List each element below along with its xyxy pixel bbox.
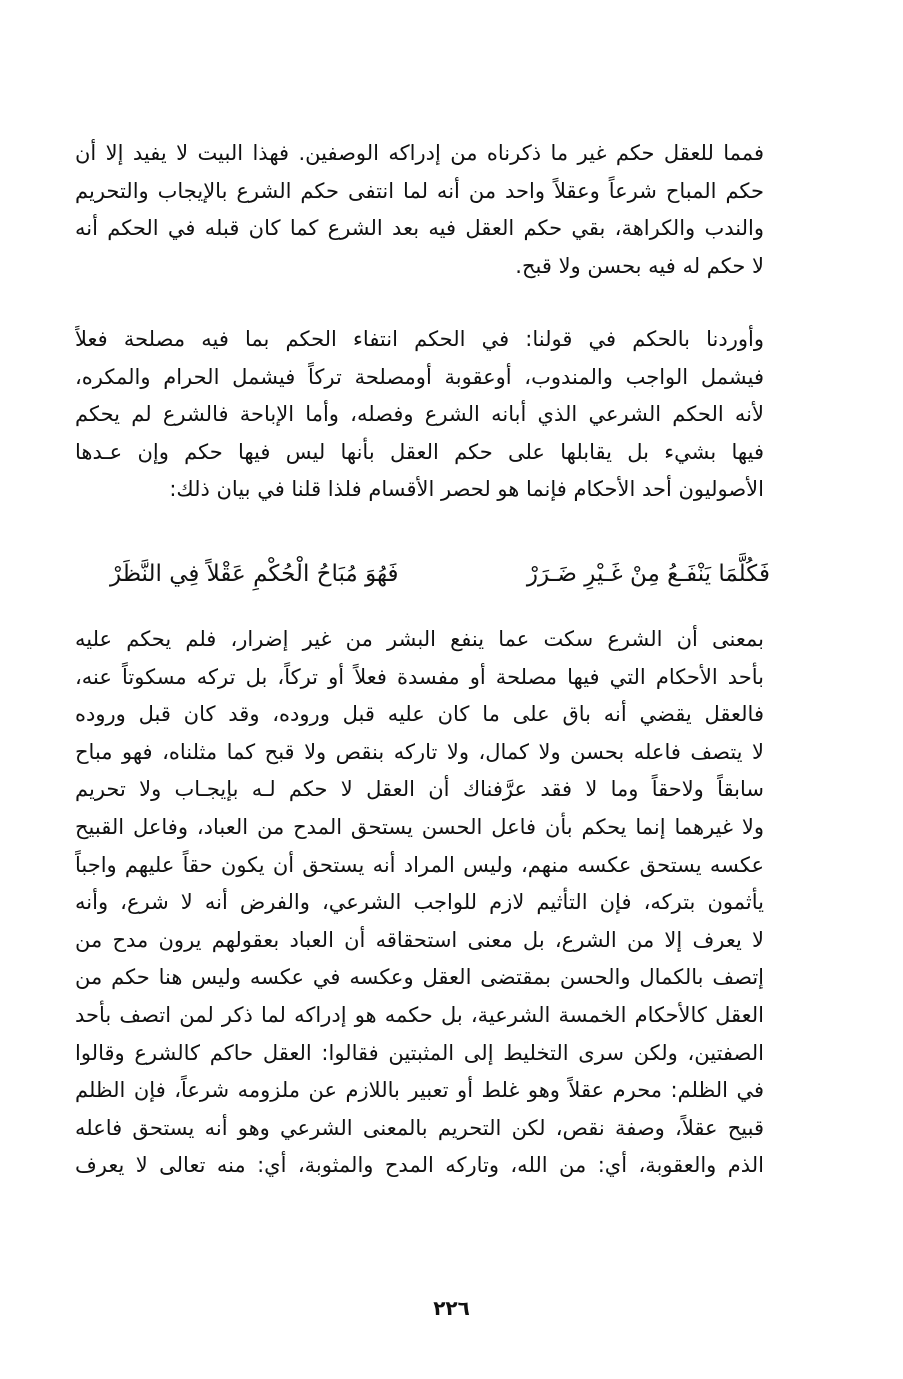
page-number: ٢٢٦: [433, 1296, 470, 1320]
text-line: الأصوليون أحد الأحكام فإنما هو لحصر الأقسام فلذا قلنا في بيان ذلك:: [169, 477, 764, 502]
text-line: فيها بشيء بل يقابلها على حكم العقل بأنها ليس فيها حكم وإن عـدها: [75, 439, 764, 464]
paragraph-3: [75, 621, 764, 1185]
text-line: عكسه يستحق عكسه منهم، وليس المراد أنه يستحق أن يكون حقاً عليهم واجباً: [75, 852, 764, 877]
text-line: يأثمون بتركه، فإن التأثيم لازم للواجب الشرعي، والفرض أنه لا شرع، وأنه: [75, 890, 764, 915]
text-line: لا يتصف فاعله بحسن ولا كمال، ولا تاركه بنقص ولا قبح كما مثلناه، فهو مباح: [75, 739, 764, 764]
text-line: بمعنى أن الشرع سكت عما ينفع البشر من غير إضرار، فلم يحكم عليه: [75, 627, 764, 651]
text-line: العقل كالأحكام الخمسة الشرعية، بل حكمه هو إدراكه لما ذكر لمن اتصف بأحد: [75, 1002, 764, 1027]
text-line: بأحد الأحكام التي فيها مصلحة أو مفسدة فعلاً أو تركاً، بل تركه مسكوتاً عنه،: [75, 664, 764, 689]
text-line: سابقاً ولاحقاً وما لا فقد عرَّفناك أن العقل لا حكم لـه بإيجـاب ولا تحريم: [75, 777, 764, 802]
paragraph-1: [75, 135, 764, 285]
paragraph-2: [75, 321, 764, 509]
text-line: فالعقل يقضي أنه باق على ما كان عليه قبل وروده، وقد كان قبل وروده: [75, 702, 764, 727]
text-line: إتصف بالكمال والحسن بمقتضى العقل وعكسه في عكسه وليس هنا حكم من: [75, 965, 764, 990]
text-line: قبيح عقلاً، وصفة نقص، لكن التحريم بالمعنى الشرعي وهو أنه يستحق فاعله: [75, 1115, 764, 1140]
poem-verse: [110, 548, 770, 600]
text-line: ولا غيرهما إنما يحكم بأن فاعل الحسن يستحق المدح من العباد، وفاعل القبيح: [75, 814, 764, 839]
text-line: الصفتين، ولكن سرى التخليط إلى المثبتين فقالوا: العقل حاكم كالشرع وقالوا: [75, 1040, 764, 1065]
text-line: والندب والكراهة، بقي حكم العقل فيه بعد الشرع كما كان قبله في الحكم أنه: [75, 216, 764, 241]
verse-first-hemistich: فَكُلَّمَا يَنْفَـعُ مِنْ غَـيْرِ ضَـرَرْ: [526, 561, 770, 587]
text-line: وأوردنا بالحكم في قولنا: في الحكم انتفاء الحكم بما فيه مصلحة فعلاً: [75, 327, 764, 351]
text-line: فيشمل الواجب والمندوب، أوعقوبة أومصلحة تركاً فيشمل الحرام والمكره،: [75, 364, 764, 389]
text-line: لا حكم له فيه بحسن ولا قبح.: [515, 253, 764, 278]
text-line: لا يعرف إلا من الشرع، بل معنى استحقاقه أن العباد بعقولهم يرون مدح من: [75, 927, 764, 952]
text-line: لأنه الحكم الشرعي الذي أبانه الشرع وفصله، وأما الإباحة فالشرع لم يحكم: [75, 402, 764, 427]
text-line: حكم المباح شرعاً وعقلاً واحد من أنه لما انتفى حكم الشرع بالإيجاب والتحريم: [75, 178, 764, 203]
verse-second-hemistich: فَهُوَ مُبَاحُ الْحُكْمِ عَقْلاً فِي النَّظَرْ: [110, 561, 399, 587]
text-line: في الظلم: محرم عقلاً وهو غلط أو تعبير باللازم عن ملزومه شرعاً، فإن الظلم: [75, 1078, 764, 1103]
text-line: الذم والعقوبة، أي: من الله، وتاركه المدح والمثوبة، أي: منه تعالى لا يعرف: [75, 1153, 764, 1178]
text-line: فمما للعقل حكم غير ما ذكرناه من إدراكه الوصفين. فهذا البيت لا يفيد إلا أن: [75, 141, 764, 165]
